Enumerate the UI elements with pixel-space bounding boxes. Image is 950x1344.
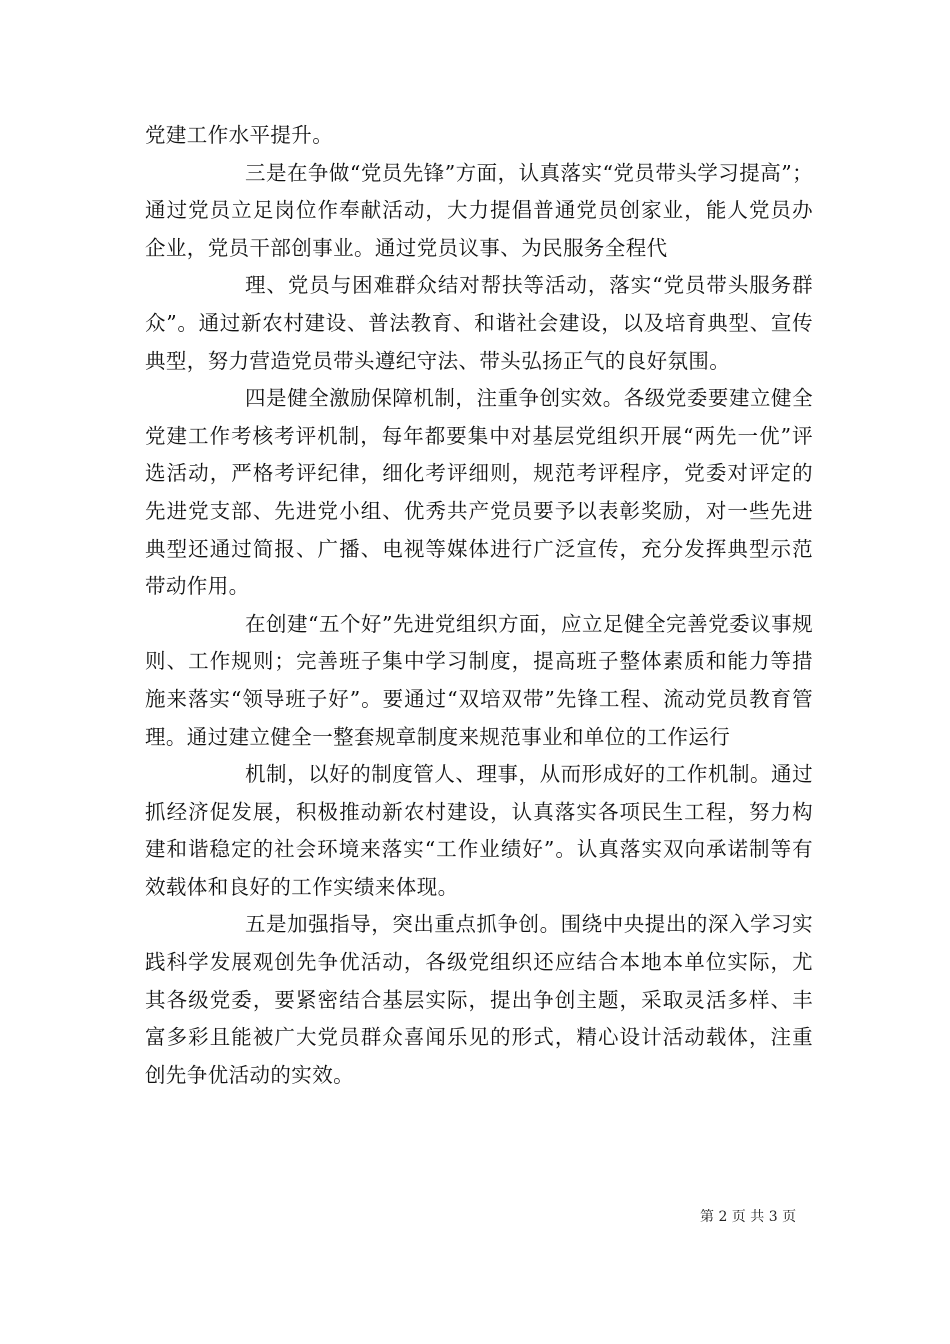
paragraph-5: 在创建“五个好”先进党组织方面，应立足健全完善党委议事规则、工作规则；完善班子集中学习制度，提高班子整体素质和能力等措施来落实“领导班子好”。要通过“双培双带”先锋工程、流动党员教育管理。通过建立健全一整套规章制度来规范事业和单位的工作运行 xyxy=(145,611,813,749)
paragraph-6: 机制，以好的制度管人、理事，从而形成好的工作机制。通过抓经济促发展，积极推动新农村建设，认真落实各项民生工程，努力构建和谐稳定的社会环境来落实“工作业绩好”。认真落实双向承诺制等有效载体和良好的工作实绩来体现。 xyxy=(145,762,813,899)
paragraph-1: 党建工作水平提升。 xyxy=(145,123,334,147)
paragraph-4: 四是健全激励保障机制，注重争创实效。各级党委要建立健全党建工作考核考评机制，每年都要集中对基层党组织开展“两先一优”评选活动，严格考评纪律，细化考评细则，规范考评程序，党委对评定的先进党支部、先进党小组、优秀共产党员要予以表彰奖励，对一些先进典型还通过简报、广播、电视等媒体进行广泛宣传，充分发挥典型示范带动作用。 xyxy=(145,386,813,599)
page-number-footer: 第 2 页 共 3 页 xyxy=(700,1209,797,1225)
paragraph-7: 五是加强指导，突出重点抓争创。围绕中央提出的深入学习实践科学发展观创先争优活动，各级党组织还应结合本地本单位实际，尤其各级党委，要紧密结合基层实际，提出争创主题，采取灵活多样、丰富多彩且能被广大党员群众喜闻乐见的形式，精心设计活动载体，注重创先争优活动的实效。 xyxy=(145,912,813,1087)
paragraph-3: 理、党员与困难群众结对帮扶等活动，落实“党员带头服务群众”。通过新农村建设、普法教育、和谐社会建设，以及培育典型、宣传典型，努力营造党员带头遵纪守法、带头弘扬正气的良好氛围。 xyxy=(145,273,813,373)
document-body xyxy=(145,117,813,1094)
paragraph-2: 三是在争做“党员先锋”方面，认真落实“党员带头学习提高”；通过党员立足岗位作奉献活动，大力提倡普通党员创家业，能人党员办企业，党员干部创事业。通过党员议事、为民服务全程代 xyxy=(145,160,813,260)
